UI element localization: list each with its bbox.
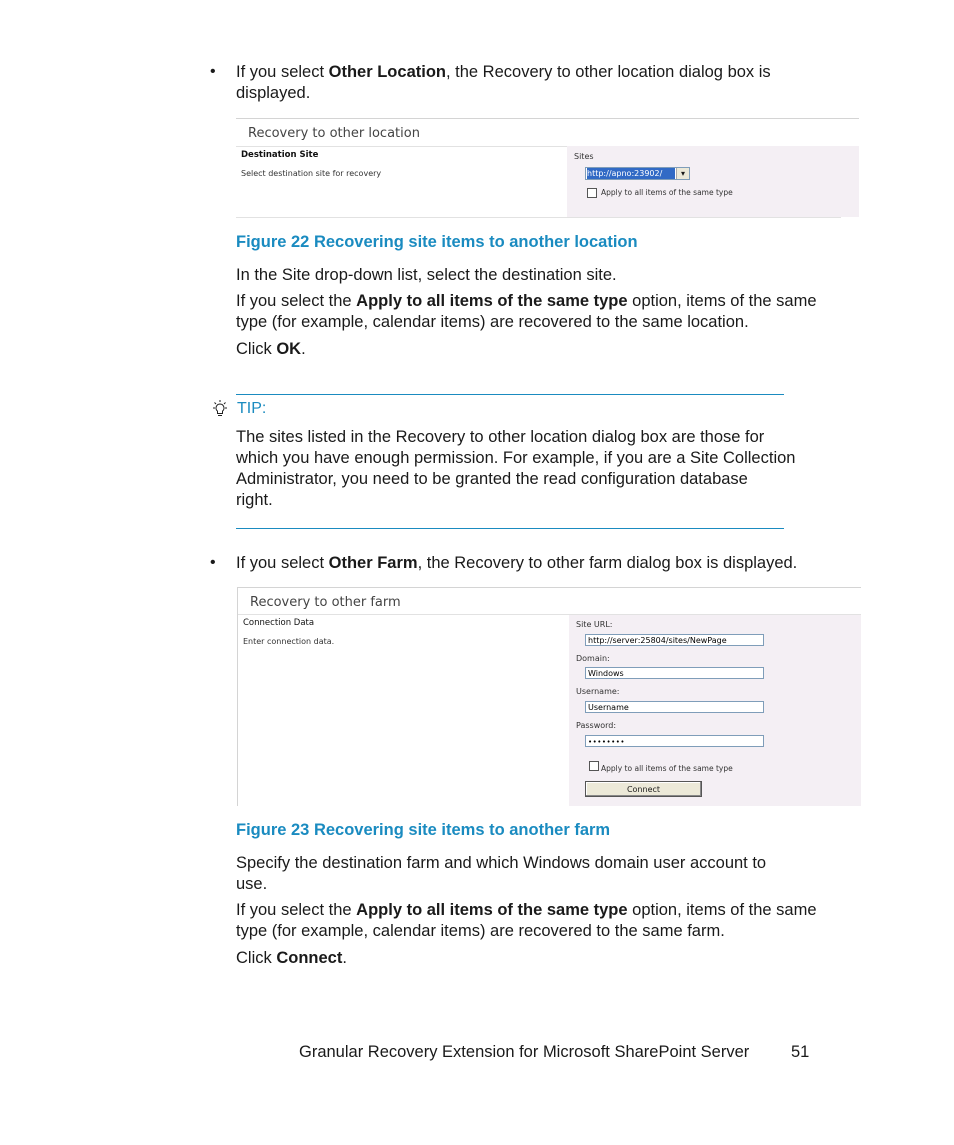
domain-label: Domain: <box>576 654 610 663</box>
lightbulb-icon <box>210 399 230 419</box>
section-description: Select destination site for recovery <box>241 169 382 178</box>
paragraph-apply-all-farm <box>236 900 836 942</box>
password-label: Password: <box>576 721 617 730</box>
bullet-marker: • <box>210 63 216 80</box>
text: If you select the <box>236 292 357 310</box>
tip-top-rule <box>236 394 784 395</box>
tip-line: Administrator, you need to be granted the read configuration database <box>236 470 748 488</box>
text: Specify the destination farm and which Windows domain user account to <box>236 854 767 872</box>
tip-line: right. <box>236 491 273 509</box>
tip-line: which you have enough permission. For example, if you are a Site Collection <box>236 449 796 467</box>
figure-caption: Figure 23 Recovering site items to another farm <box>236 821 611 839</box>
text: option, items of the same <box>627 292 817 310</box>
bold-term: Connect <box>276 949 343 967</box>
bold-term: Apply to all items of the same type <box>356 901 628 919</box>
domain-input[interactable]: Windows <box>585 667 764 679</box>
bold-term: Apply to all items of the same type <box>356 292 628 310</box>
text: , the Recovery to other location dialog box is <box>445 63 771 81</box>
paragraph-other-farm <box>236 553 856 574</box>
text: If you select <box>236 554 329 572</box>
text: type (for example, calendar items) are recovered to the same farm. <box>236 922 725 940</box>
apply-same-type-checkbox[interactable] <box>589 761 599 771</box>
text: Click <box>236 949 277 967</box>
figure-caption: Figure 22 Recovering site items to another location <box>236 233 638 251</box>
bold-term: Other Location <box>328 63 446 81</box>
tip-text <box>236 427 796 511</box>
dialog-fields-panel <box>567 146 859 217</box>
tip-bottom-rule <box>236 528 784 529</box>
dialog-fields-panel <box>569 615 861 806</box>
text: . <box>342 949 347 967</box>
paragraph-specify-farm <box>236 853 836 895</box>
text: . <box>301 340 306 358</box>
sites-label: Sites <box>574 152 594 161</box>
username-input[interactable]: Username <box>585 701 764 713</box>
password-input[interactable]: •••••••• <box>585 735 764 747</box>
apply-same-type-checkbox[interactable] <box>587 188 597 198</box>
sites-dropdown[interactable] <box>585 167 690 180</box>
text: type (for example, calendar items) are recovered to the same location. <box>236 313 749 331</box>
recovery-to-other-location-dialog <box>236 118 859 218</box>
tip-line: The sites listed in the Recovery to other location dialog box are those for <box>236 428 765 446</box>
text: use. <box>236 875 268 893</box>
section-label: Destination Site <box>241 150 319 160</box>
dialog-title: Recovery to other farm <box>250 595 401 610</box>
dialog-title: Recovery to other location <box>248 126 420 141</box>
footer-title: Granular Recovery Extension for Microsoft SharePoint Server <box>299 1043 750 1061</box>
section-label: Connection Data <box>243 618 315 628</box>
text: If you select the <box>236 901 357 919</box>
bullet-marker: • <box>210 554 216 571</box>
text: , the Recovery to other farm dialog box is displayed. <box>417 554 798 572</box>
bold-term: Other Farm <box>328 554 418 572</box>
site-url-label: Site URL: <box>576 620 613 629</box>
bold-term: OK <box>276 340 302 358</box>
text: option, items of the same <box>627 901 817 919</box>
paragraph-apply-all-location <box>236 291 836 333</box>
sites-dropdown-value: http://apno:23902/ <box>587 168 675 179</box>
connect-button[interactable]: Connect <box>585 781 702 797</box>
paragraph-click-ok <box>236 339 306 360</box>
paragraph-other-location <box>236 62 836 104</box>
username-label: Username: <box>576 687 620 696</box>
page-number: 51 <box>791 1043 810 1061</box>
apply-same-type-label: Apply to all items of the same type <box>601 188 733 197</box>
site-url-input[interactable]: http://server:25804/sites/NewPage <box>585 634 764 646</box>
apply-same-type-label: Apply to all items of the same type <box>601 764 733 773</box>
paragraph-click-connect <box>236 948 347 969</box>
dialog-bottom-border <box>236 217 841 218</box>
text: Click <box>236 340 277 358</box>
tip-label: TIP: <box>237 400 267 417</box>
chevron-down-icon[interactable]: ▾ <box>676 168 689 179</box>
paragraph: In the Site drop-down list, select the destination site. <box>236 266 617 284</box>
text: displayed. <box>236 84 311 102</box>
text: If you select <box>236 63 329 81</box>
recovery-to-other-farm-dialog <box>237 587 861 806</box>
section-description: Enter connection data. <box>243 637 335 646</box>
